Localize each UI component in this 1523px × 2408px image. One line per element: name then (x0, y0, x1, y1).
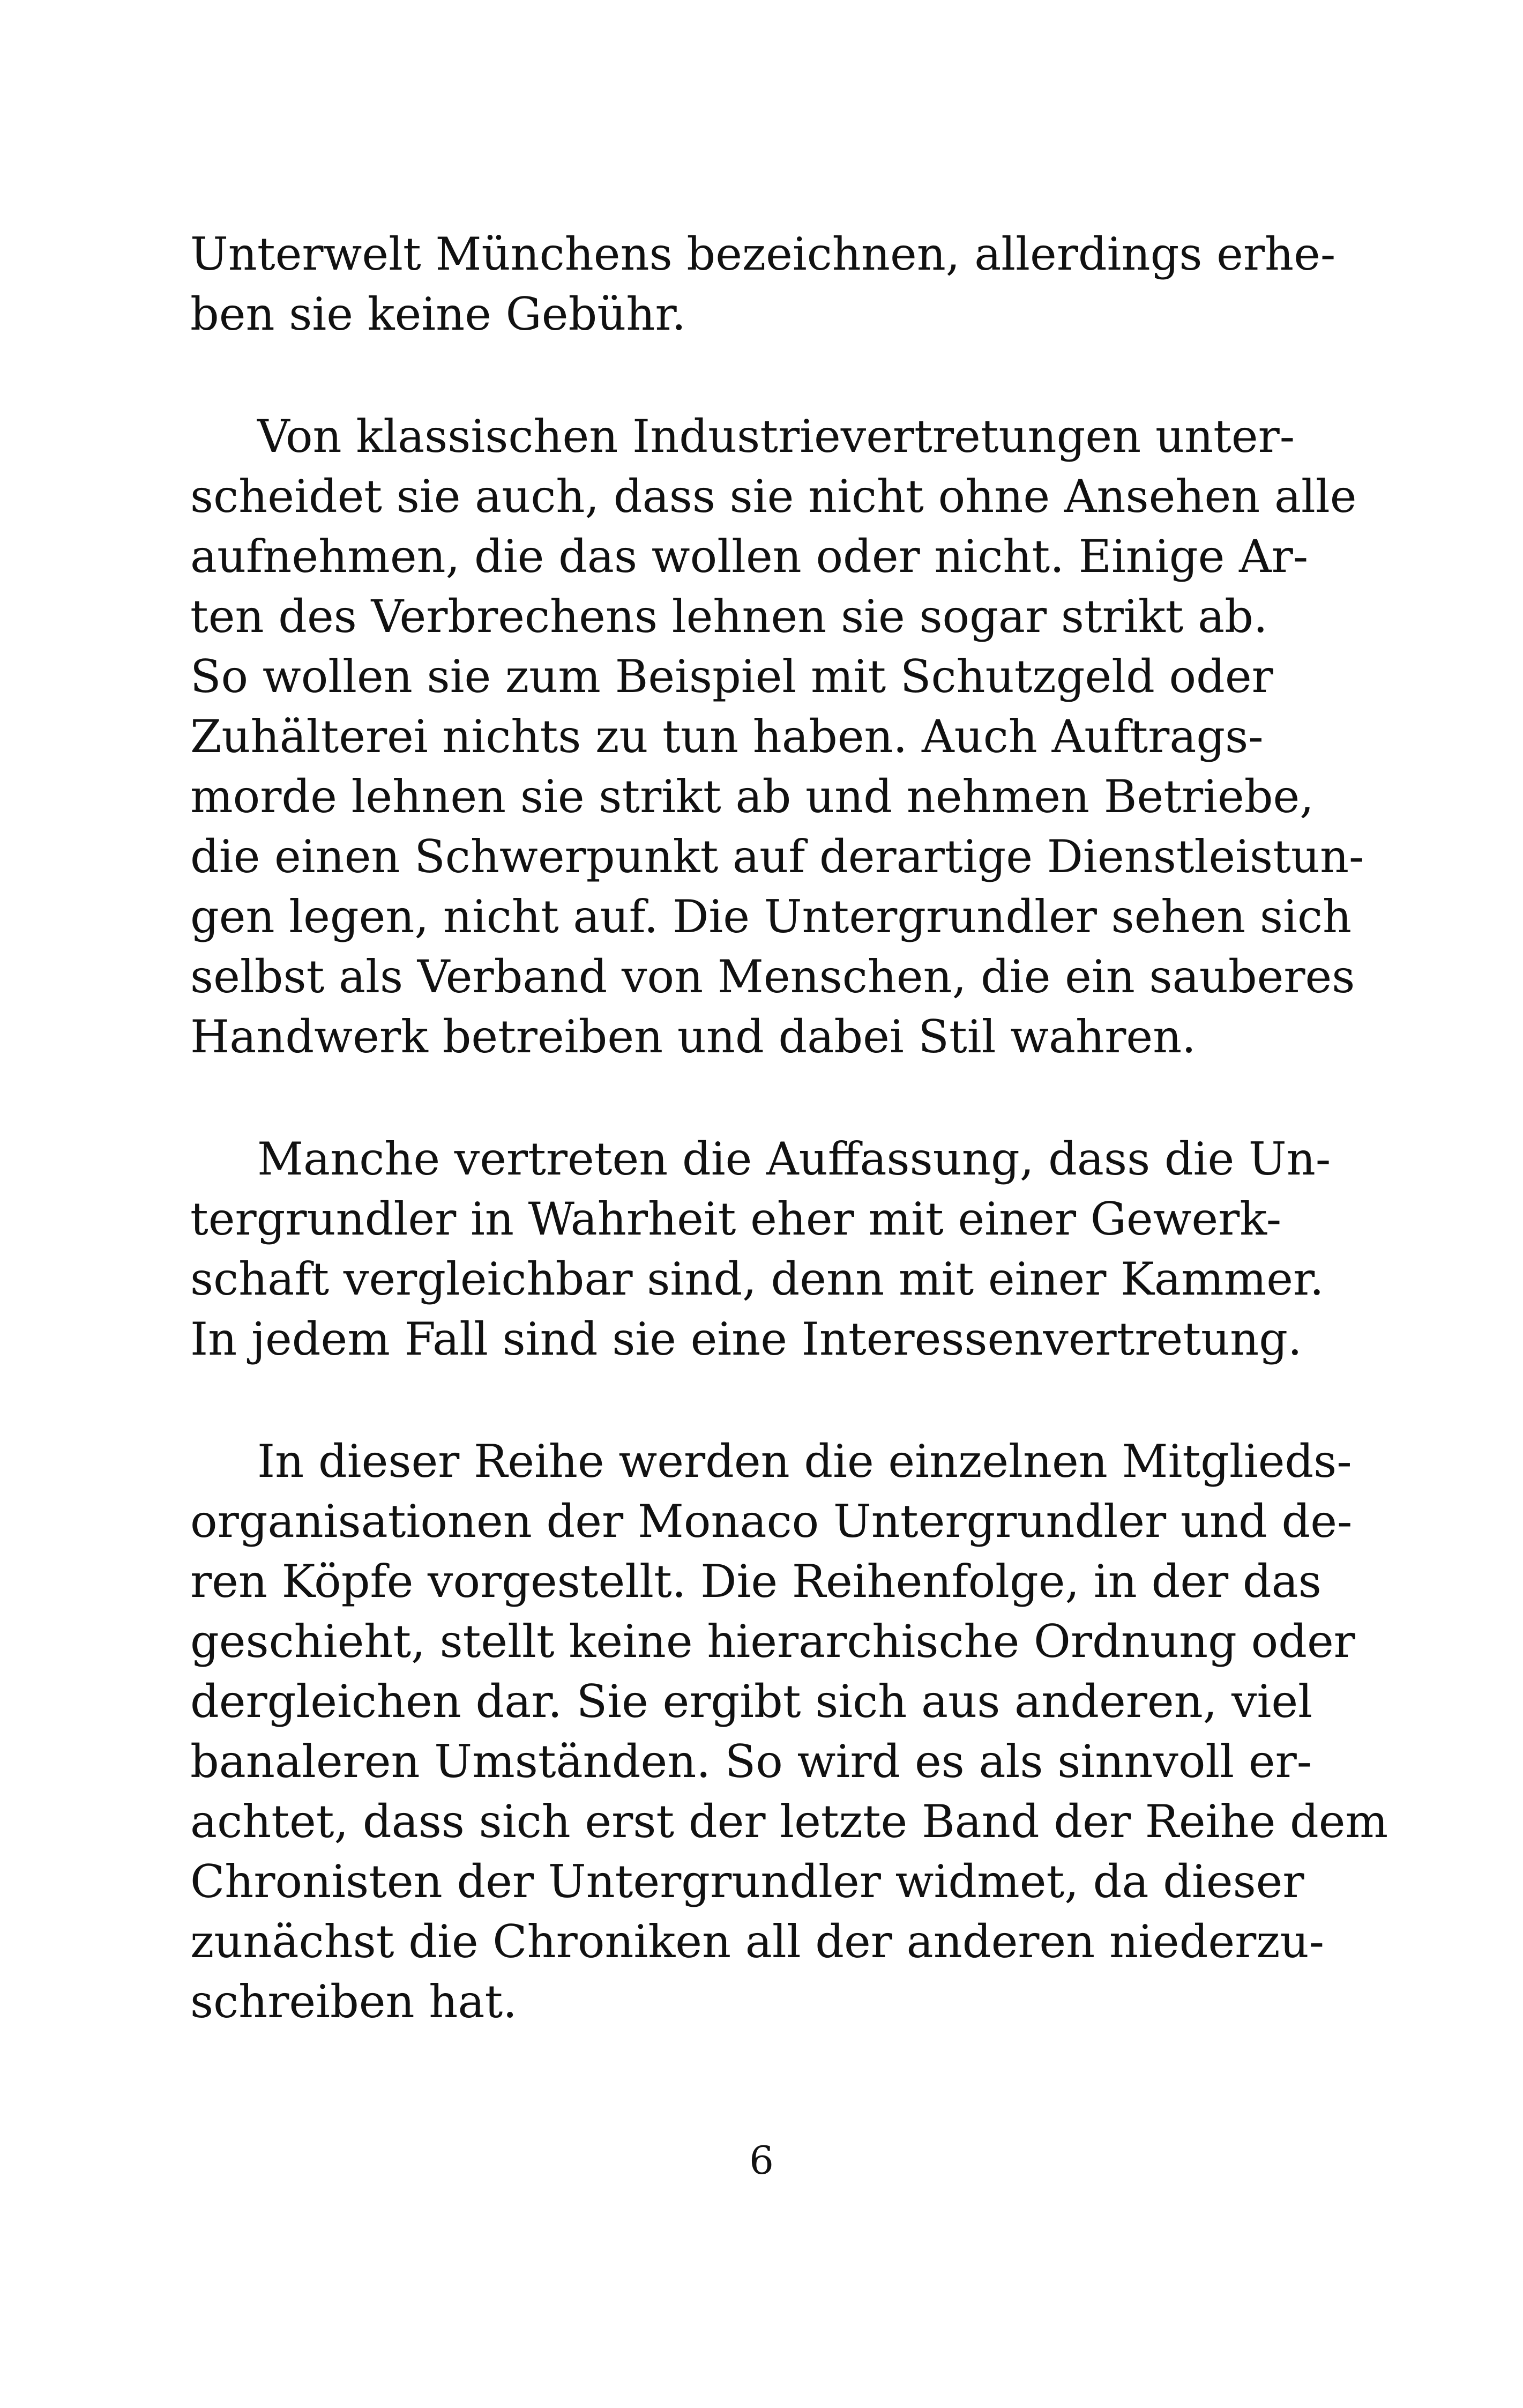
text-line: In jedem Fall sind sie eine Interessenvertretung. (190, 1313, 1302, 1365)
text-line: die einen Schwerpunkt auf derartige Dienstleistun- (190, 830, 1364, 883)
text-line: Von klassischen Industrievertretungen unter- (257, 410, 1295, 463)
text-line: geschieht, stellt keine hierarchische Ordnung oder (190, 1615, 1355, 1668)
paragraph-spacer (190, 1369, 1289, 1431)
text-line: Handwerk betreiben und dabei Stil wahren. (190, 1010, 1196, 1063)
page-number: 6 (749, 2138, 774, 2183)
text-line: zunächst die Chroniken all der anderen niederzu- (190, 1915, 1324, 1968)
text-line: dergleichen dar. Sie ergibt sich aus anderen, viel (190, 1675, 1312, 1728)
text-line: organisationen der Monaco Untergrundler und de- (190, 1495, 1353, 1548)
text-line: So wollen sie zum Beispiel mit Schutzgeld oder (190, 650, 1273, 703)
text-line: selbst als Verband von Menschen, die ein sauberes (190, 950, 1355, 1003)
text-line: scheidet sie auch, dass sie nicht ohne Ansehen alle (190, 470, 1357, 523)
text-line: Unterwelt Münchens bezeichnen, allerdings erhe- (190, 228, 1336, 280)
text-line: Chronisten der Untergrundler widmet, da dieser (190, 1855, 1304, 1908)
text-line: In dieser Reihe werden die einzelnen Mitglieds- (257, 1435, 1352, 1488)
text-line: aufnehmen, die das wollen oder nicht. Einige Ar- (190, 530, 1309, 583)
paragraph-2 (190, 406, 1364, 1067)
text-line: tergrundler in Wahrheit eher mit einer Gewerk- (190, 1193, 1282, 1245)
paragraph-spacer (190, 1067, 1289, 1129)
paragraph-1 (190, 224, 1336, 344)
text-line: gen legen, nicht auf. Die Untergrundler sehen sich (190, 890, 1352, 943)
text-line: ren Köpfe vorgestellt. Die Reihenfolge, in der das (190, 1555, 1322, 1608)
paragraph-4 (190, 1431, 1388, 2032)
paragraph-spacer (190, 344, 1289, 406)
body-text (190, 224, 1388, 2032)
text-line: schaft vergleichbar sind, denn mit einer Kammer. (190, 1253, 1324, 1305)
text-line: morde lehnen sie strikt ab und nehmen Betriebe, (190, 770, 1314, 823)
text-line: schreiben hat. (190, 1975, 517, 2028)
text-line: Manche vertreten die Auffassung, dass die Un- (257, 1133, 1331, 1185)
text-line: ten des Verbrechens lehnen sie sogar strikt ab. (190, 590, 1268, 643)
text-line: banaleren Umständen. So wird es als sinnvoll er- (190, 1735, 1312, 1788)
text-line: achtet, dass sich erst der letzte Band der Reihe dem (190, 1795, 1388, 1848)
paragraph-3 (190, 1129, 1331, 1369)
text-line: Zuhälterei nichts zu tun haben. Auch Auftrags- (190, 710, 1264, 763)
text-line: ben sie keine Gebühr. (190, 288, 686, 340)
